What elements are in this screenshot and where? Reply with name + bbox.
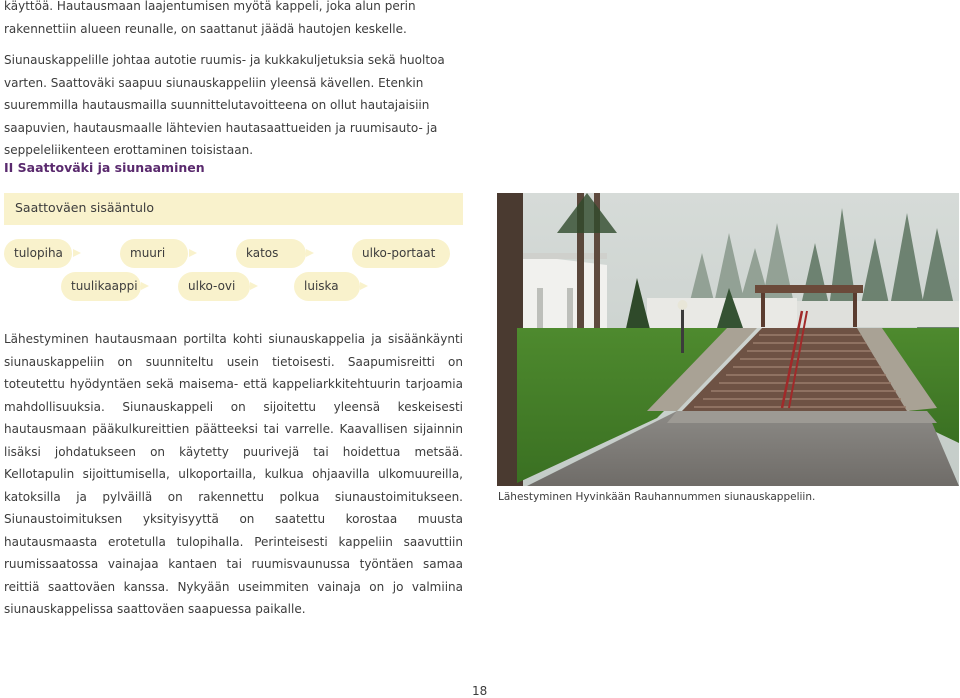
access-route-paragraph: Siunauskappelille johtaa autotie ruumis- ja kukkakuljetuksia sekä huoltoa varten. Saattoväki saapuu siunauskappeliin yleensä kävellen. Etenkin suuremmilla hautausmailla suunnittelutavoitteena on ollut hautajaisiin saapuvien, hautausmaalle lähtevien hautasaattueiden ja ruumisauto- ja seppeleliikenteen erottaminen toisistaan.	[4, 53, 445, 157]
stage-ulko-portaat: ulko-portaat	[352, 239, 450, 268]
arrow-right-icon	[250, 282, 258, 290]
stage-muuri: muuri	[120, 239, 188, 268]
arrow-right-icon	[141, 282, 149, 290]
chapel-approach-photo	[497, 193, 959, 486]
arrow-right-icon	[189, 249, 197, 257]
diagram-header-band	[4, 193, 463, 225]
diagram-header-label: Saattoväen sisääntulo	[15, 200, 155, 215]
stage-luiska: luiska	[294, 272, 360, 301]
stage-tuulikaappi: tuulikaappi	[61, 272, 141, 301]
arrow-right-icon	[360, 282, 368, 290]
approach-paragraph: Lähestyminen hautausmaan portilta kohti siunauskappelia ja sisäänkäynti siunauskappeliin on suunniteltu usein tietoisesti. Saapumisreitti on toteutettu hyödyntäen sekä maisema- että kappeliarkkitehtuurin tarjoamia mahdollisuuksia. Siunauskappeli on sijoitettu yleensä keskeisesti hautausmaan pääkulkureittien päätteeksi tai varrelle. Kaavallisen sijainnin lisäksi johdatukseen on käytetty puurivejä tai hoidettua metsää. Kellotapulin sijoittumisella, ulkoportailla, kulkua ohjaavilla ulkomuureilla, katoksilla ja pylväillä on rakennettu polkua siunaustoimitukseen. Siunaustoimituksen yksityisyyttä on saatettu korostaa muusta hautausmaasta erotetulla tulopihalla. Perinteisesti kappeliin saavuttiin ruumissaatossa vainajaa kantaen tai ruumisvaunussa työntäen samaa reittiä saattoväen kanssa. Nykyään useimmiten vainaja on jo valmiina siunauskappelissa saattoväen saapuessa paikalle.	[4, 332, 463, 616]
page-number: 18	[472, 684, 488, 698]
intro-paragraph: käyttöä. Hautausmaan laajentumisen myötä kappeli, joka alun perin rakennettiin alueen reunalle, on saattanut jäädä hautojen keskelle.	[4, 0, 416, 36]
photo-caption: Lähestyminen Hyvinkään Rauhannummen siunauskappeliin.	[498, 491, 816, 503]
stage-katos: katos	[236, 239, 306, 268]
stage-tulopiha: tulopiha	[4, 239, 72, 268]
section-heading: II Saattoväki ja siunaaminen	[4, 160, 205, 175]
stage-ulko-ovi: ulko-ovi	[178, 272, 250, 301]
arrow-right-icon	[73, 249, 81, 257]
arrow-right-icon	[306, 249, 314, 257]
